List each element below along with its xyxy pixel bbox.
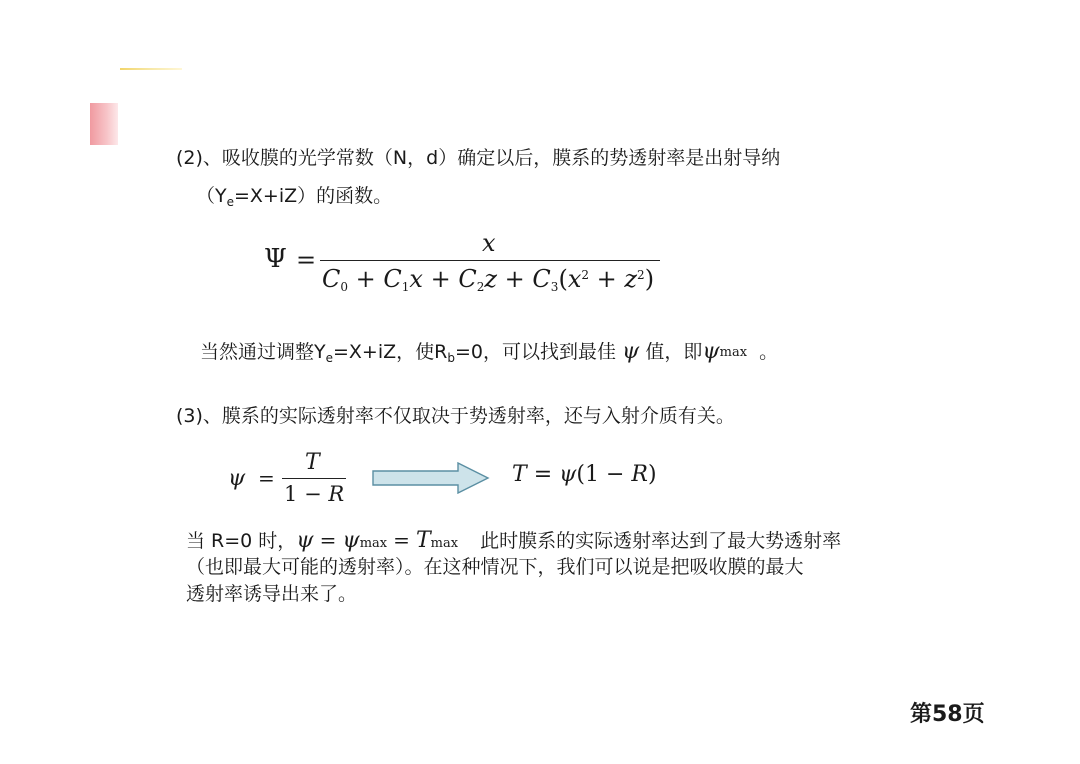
- formula2-numerator: T: [305, 450, 320, 475]
- page-number: 第58页: [910, 702, 985, 727]
- line4-max2: max: [430, 536, 459, 551]
- formula2-den-r: R: [328, 482, 345, 506]
- den-plus2: +: [430, 265, 451, 293]
- para2-line2: [196, 184, 392, 214]
- line3-sub-e: e: [325, 351, 333, 365]
- den-z2: z: [624, 265, 638, 293]
- line6: 透射率诱导出来了。: [186, 583, 358, 605]
- formula2-fraction-bar: [282, 478, 346, 479]
- formula2-eq: =: [258, 466, 275, 490]
- den-c3-sub: 3: [550, 280, 559, 294]
- decorative-block: [90, 103, 118, 145]
- para2-line2-sub: e: [226, 195, 234, 209]
- den-x2-sup: 2: [581, 268, 589, 282]
- decorative-line: [120, 68, 182, 70]
- den-x: x: [409, 265, 423, 293]
- den-plus3: +: [504, 265, 525, 293]
- line3-part4: 值，即: [645, 341, 703, 363]
- formula3-psi: ψ: [559, 462, 577, 487]
- line4-psi2: ψ: [342, 528, 360, 553]
- line3-sub-b: b: [447, 351, 455, 365]
- line4-eq2: =: [393, 528, 410, 552]
- formula3-paren: (1: [576, 462, 599, 487]
- formula2-den-minus: −: [304, 482, 322, 506]
- den-paren-open: (: [558, 265, 568, 293]
- line3-part1: 当然通过调整Y: [200, 341, 326, 363]
- para3: (3)、膜系的实际透射率不仅取决于势透射率，还与入射介质有关。: [176, 405, 735, 427]
- formula1-lhs: Ψ: [264, 244, 287, 274]
- line3-part3: =0，可以找到最佳: [454, 341, 616, 363]
- formula3: [512, 462, 657, 487]
- den-x2: x: [567, 265, 582, 293]
- den-plus4: +: [596, 265, 617, 293]
- line4-part1: 当 R=0 时，: [186, 530, 297, 552]
- den-paren-close: ): [644, 265, 655, 293]
- line3-psi2: ψ: [702, 339, 720, 364]
- formula1-denominator: [322, 265, 654, 294]
- line4: [186, 528, 841, 556]
- right-arrow-icon: [372, 462, 490, 498]
- line3-part2: =X+iZ，使R: [333, 341, 448, 363]
- den-z: z: [484, 265, 498, 293]
- formula2-denominator: [284, 482, 344, 506]
- formula3-minus: −: [605, 462, 625, 487]
- formula1-numerator: x: [482, 229, 496, 257]
- den-z2-sup: 2: [637, 268, 645, 282]
- formula1-fraction-bar: [320, 260, 660, 261]
- den-c2-sub: 2: [476, 280, 485, 294]
- den-c0-sub: 0: [340, 280, 349, 294]
- line3-psi: ψ: [622, 339, 640, 364]
- formula1-eq: =: [296, 246, 317, 274]
- formula2-den-one: 1: [284, 482, 298, 506]
- line4-psi: ψ: [296, 528, 314, 553]
- line4-max1: max: [359, 536, 388, 551]
- formula2-psi: ψ: [228, 466, 246, 491]
- para2-line2-pre: （Y: [196, 185, 227, 207]
- para2-line2-post: =X+iZ）的函数。: [234, 185, 393, 207]
- den-plus1: +: [355, 265, 376, 293]
- den-c3: C: [532, 265, 551, 293]
- line5: （也即最大可能的透射率）。在这种情况下，我们可以说是把吸收膜的最大: [186, 556, 804, 578]
- den-c1-sub: 1: [401, 280, 410, 294]
- line3-max: max: [719, 345, 748, 360]
- para2-line1: (2)、吸收膜的光学常数（N，d）确定以后，膜系的势透射率是出射导纳: [176, 147, 781, 169]
- formula3-close: ): [648, 462, 657, 487]
- formula3-eq: =: [533, 462, 553, 487]
- den-c2: C: [458, 265, 477, 293]
- line4-t: T: [415, 528, 431, 553]
- den-c0: C: [322, 265, 341, 293]
- den-c1: C: [383, 265, 402, 293]
- formula3-t: T: [512, 462, 527, 487]
- line4-eq1: =: [319, 528, 337, 552]
- line3-period: 。: [759, 341, 779, 363]
- line4-part2: 此时膜系的实际透射率达到了最大势透射率: [480, 530, 842, 552]
- line3: [200, 340, 778, 370]
- formula3-r: R: [631, 462, 648, 487]
